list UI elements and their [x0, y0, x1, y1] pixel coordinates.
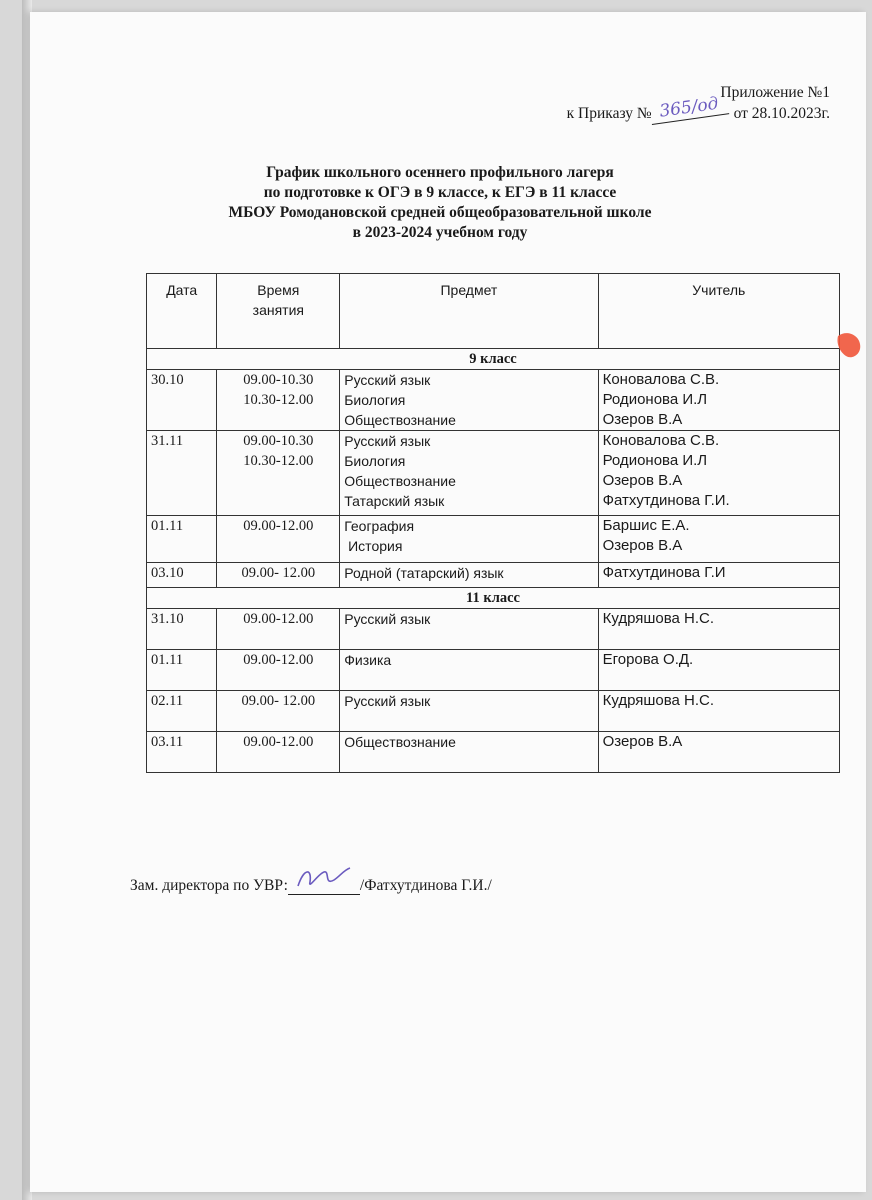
cell-teacher: Баршис Е.А. Озеров В.А: [598, 516, 839, 563]
order-date: от 28.10.2023г.: [729, 105, 830, 122]
order-prefix: к Приказу №: [566, 105, 652, 122]
cell-time: 09.00-12.00: [217, 650, 340, 691]
header-time: Время занятия: [217, 274, 340, 349]
cell-subject: Физика: [340, 650, 598, 691]
cell-teacher: Коновалова С.В. Родионова И.Л Озеров В.А: [598, 370, 839, 431]
table-row: [147, 516, 840, 563]
cell-time: 09.00- 12.00: [217, 563, 340, 588]
cell-time: 09.00-12.00: [217, 732, 340, 773]
cell-time: 09.00-12.00: [217, 516, 340, 563]
cell-date: 03.11: [147, 732, 217, 773]
grade-9-label: 9 класс: [147, 349, 840, 370]
document-title: [150, 163, 730, 243]
cell-teacher: Кудряшова Н.С.: [598, 691, 839, 732]
title-line-2: по подготовке к ОГЭ в 9 классе, к ЕГЭ в 11 классе: [263, 184, 617, 201]
cell-subject: Родной (татарский) язык: [340, 563, 598, 588]
grade-11-label: 11 класс: [147, 588, 840, 609]
cell-teacher: Коновалова С.В. Родионова И.Л Озеров В.А Фатхутдинова Г.И.: [598, 431, 839, 516]
cell-subject: Русский язык Биология Обществознание: [340, 370, 598, 431]
cell-time: 09.00-10.30 10.30-12.00: [217, 370, 340, 431]
appendix-header: [567, 82, 830, 125]
signature-line: [130, 876, 492, 895]
table-row: [147, 563, 840, 588]
table-row: [147, 691, 840, 732]
title-line-4: в 2023-2024 учебном году: [352, 224, 528, 241]
cell-subject: Обществознание: [340, 732, 598, 773]
header-subject: Предмет: [340, 274, 598, 349]
grade-9-heading: [147, 349, 840, 370]
appendix-title: Приложение №1: [720, 84, 830, 101]
handwritten-signature-icon: [294, 864, 354, 894]
cell-date: 01.11: [147, 516, 217, 563]
cell-subject: Русский язык Биология Обществознание Татарский язык: [340, 431, 598, 516]
cell-time: 09.00- 12.00: [217, 691, 340, 732]
cell-time: 09.00-10.30 10.30-12.00: [217, 431, 340, 516]
grade-11-heading: [147, 588, 840, 609]
table-row: [147, 732, 840, 773]
table-row: [147, 370, 840, 431]
table-header-row: [147, 274, 840, 349]
cell-time: 09.00-12.00: [217, 609, 340, 650]
header-teacher: Учитель: [598, 274, 839, 349]
cell-date: 31.10: [147, 609, 217, 650]
handwritten-order-number: 365/од: [649, 92, 729, 125]
schedule-table: [146, 273, 840, 773]
cell-subject: Русский язык: [340, 691, 598, 732]
signature-name: /Фатхутдинова Г.И./: [359, 877, 492, 894]
header-date: Дата: [147, 274, 217, 349]
table-row: [147, 609, 840, 650]
title-line-1: График школьного осеннего профильного лагеря: [266, 164, 614, 181]
cell-date: 31.11: [147, 431, 217, 516]
cell-subject: Русский язык: [340, 609, 598, 650]
cell-date: 01.11: [147, 650, 217, 691]
table-row: [147, 650, 840, 691]
order-reference: [566, 93, 830, 125]
cell-teacher: Фатхутдинова Г.И: [598, 563, 839, 588]
table-row: [147, 431, 840, 516]
cell-date: 02.11: [147, 691, 217, 732]
red-ink-mark-icon: [836, 330, 864, 364]
cell-teacher: Озеров В.А: [598, 732, 839, 773]
cell-teacher: Егорова О.Д.: [598, 650, 839, 691]
cell-date: 03.10: [147, 563, 217, 588]
signature-role: Зам. директора по УВР:: [130, 877, 288, 894]
signature-field: [288, 876, 360, 895]
cell-subject: География История: [340, 516, 598, 563]
cell-teacher: Кудряшова Н.С.: [598, 609, 839, 650]
title-line-3: МБОУ Ромодановской средней общеобразовательной школе: [228, 204, 652, 221]
cell-date: 30.10: [147, 370, 217, 431]
